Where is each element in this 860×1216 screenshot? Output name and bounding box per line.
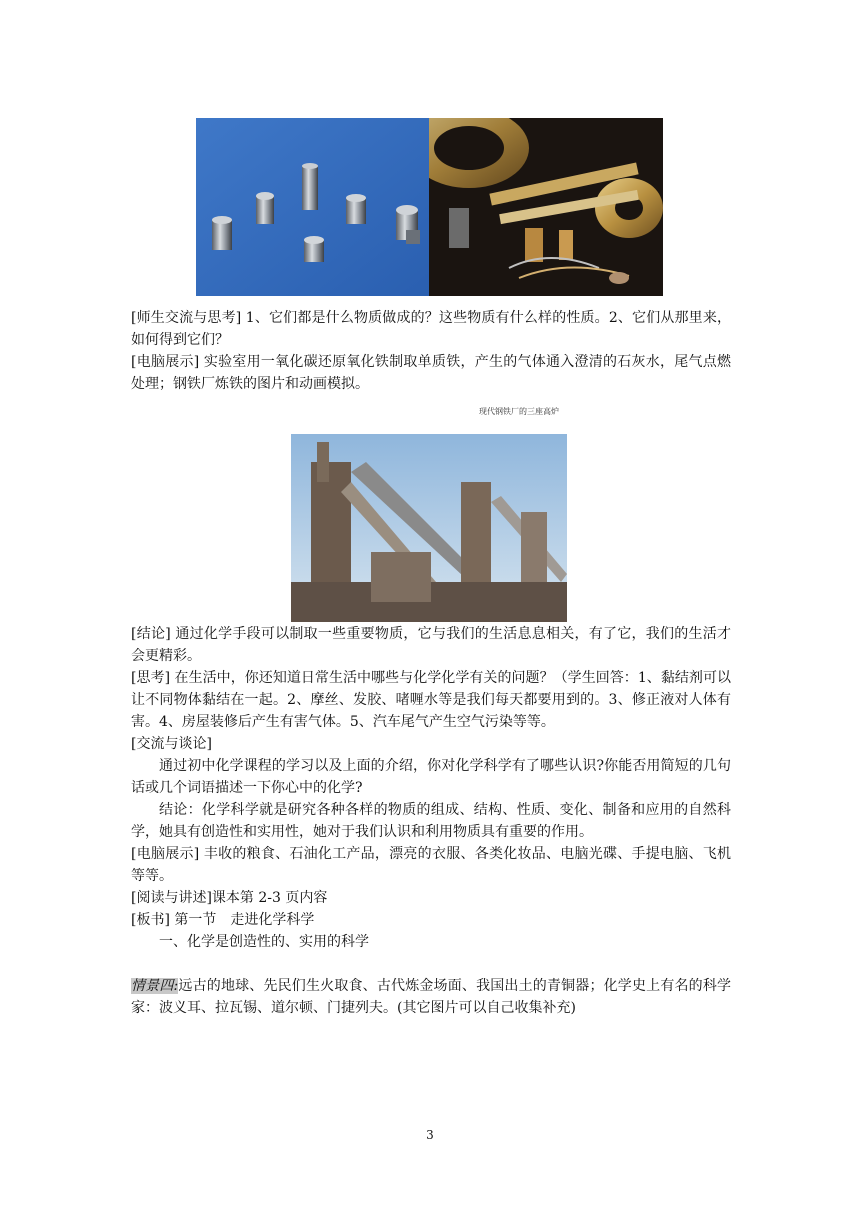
think-paragraph: [思考] 在生活中，你还知道日常生活中哪些与化学化学有关的问题？（学生回答：1、黏结剂可以让不同物体黏结在一起。2、摩丝、发胶、啫喱水等是我们每天都要用到的。3、修正液对人体有害。4、房屋装修后产生有害气体。5、汽车尾气产生空气污染等等。 xyxy=(131,670,731,730)
computer-display-2: [电脑展示] 丰收的粮食、石油化工产品，漂亮的衣服、各类化妆品、电脑光碟、手提电脑、飞机等等。 xyxy=(131,846,731,884)
conclusion-paragraph: [结论] 通过化学手段可以制取一些重要物质，它与我们的生活息息相关，有了它，我们的生活才会更精彩。 xyxy=(131,626,731,664)
reading-paragraph: [阅读与讲述]课本第 2-3 页内容 xyxy=(131,890,328,906)
text-block-main xyxy=(131,623,731,1019)
text-block-top xyxy=(131,307,731,395)
metal-parts-photo xyxy=(429,118,663,296)
board-subheading: 一、化学是创造性的、实用的科学 xyxy=(159,934,369,950)
exchange-question: 通过初中化学课程的学习以及上面的介绍，你对化学科学有了哪些认识?你能否用简短的几句话或几个词语描述一下你心中的化学? xyxy=(131,758,731,796)
metal-cylinders-photo xyxy=(196,118,429,296)
blast-furnace-caption: 现代钢铁厂的三座高炉 xyxy=(479,407,559,416)
exchange-heading: [交流与谈论] xyxy=(131,736,212,752)
computer-display-paragraph: [电脑展示] 实验室用一氧化碳还原氧化铁制取单质铁，产生的气体通入澄清的石灰水，尾气点燃处理；钢铁厂炼铁的图片和动画模拟。 xyxy=(131,354,731,392)
blast-furnace-photo xyxy=(291,402,567,622)
scenario-four-text: 远古的地球、先民们生火取食、古代炼金场面、我国出土的青铜器；化学史上有名的科学家：波义耳、拉瓦锡、道尔顿、门捷列夫。(其它图片可以自己收集补充) xyxy=(131,978,732,1016)
board-paragraph: [板书] 第一节 走进化学科学 xyxy=(131,912,315,928)
page-number: 3 xyxy=(426,1128,434,1142)
discussion-paragraph: [师生交流与思考] 1、它们都是什么物质做成的？这些物质有什么样的性质。2、它们从那里来，如何得到它们？ xyxy=(131,310,731,348)
exchange-conclusion: 结论：化学科学就是研究各种各样的物质的组成、结构、性质、变化、制备和应用的自然科学，她具有创造性和实用性，她对于我们认识和利用物质具有重要的作用。 xyxy=(131,802,731,840)
scenario-four-paragraph xyxy=(131,975,731,1019)
scenario-four-label: 情景四: xyxy=(131,978,179,994)
